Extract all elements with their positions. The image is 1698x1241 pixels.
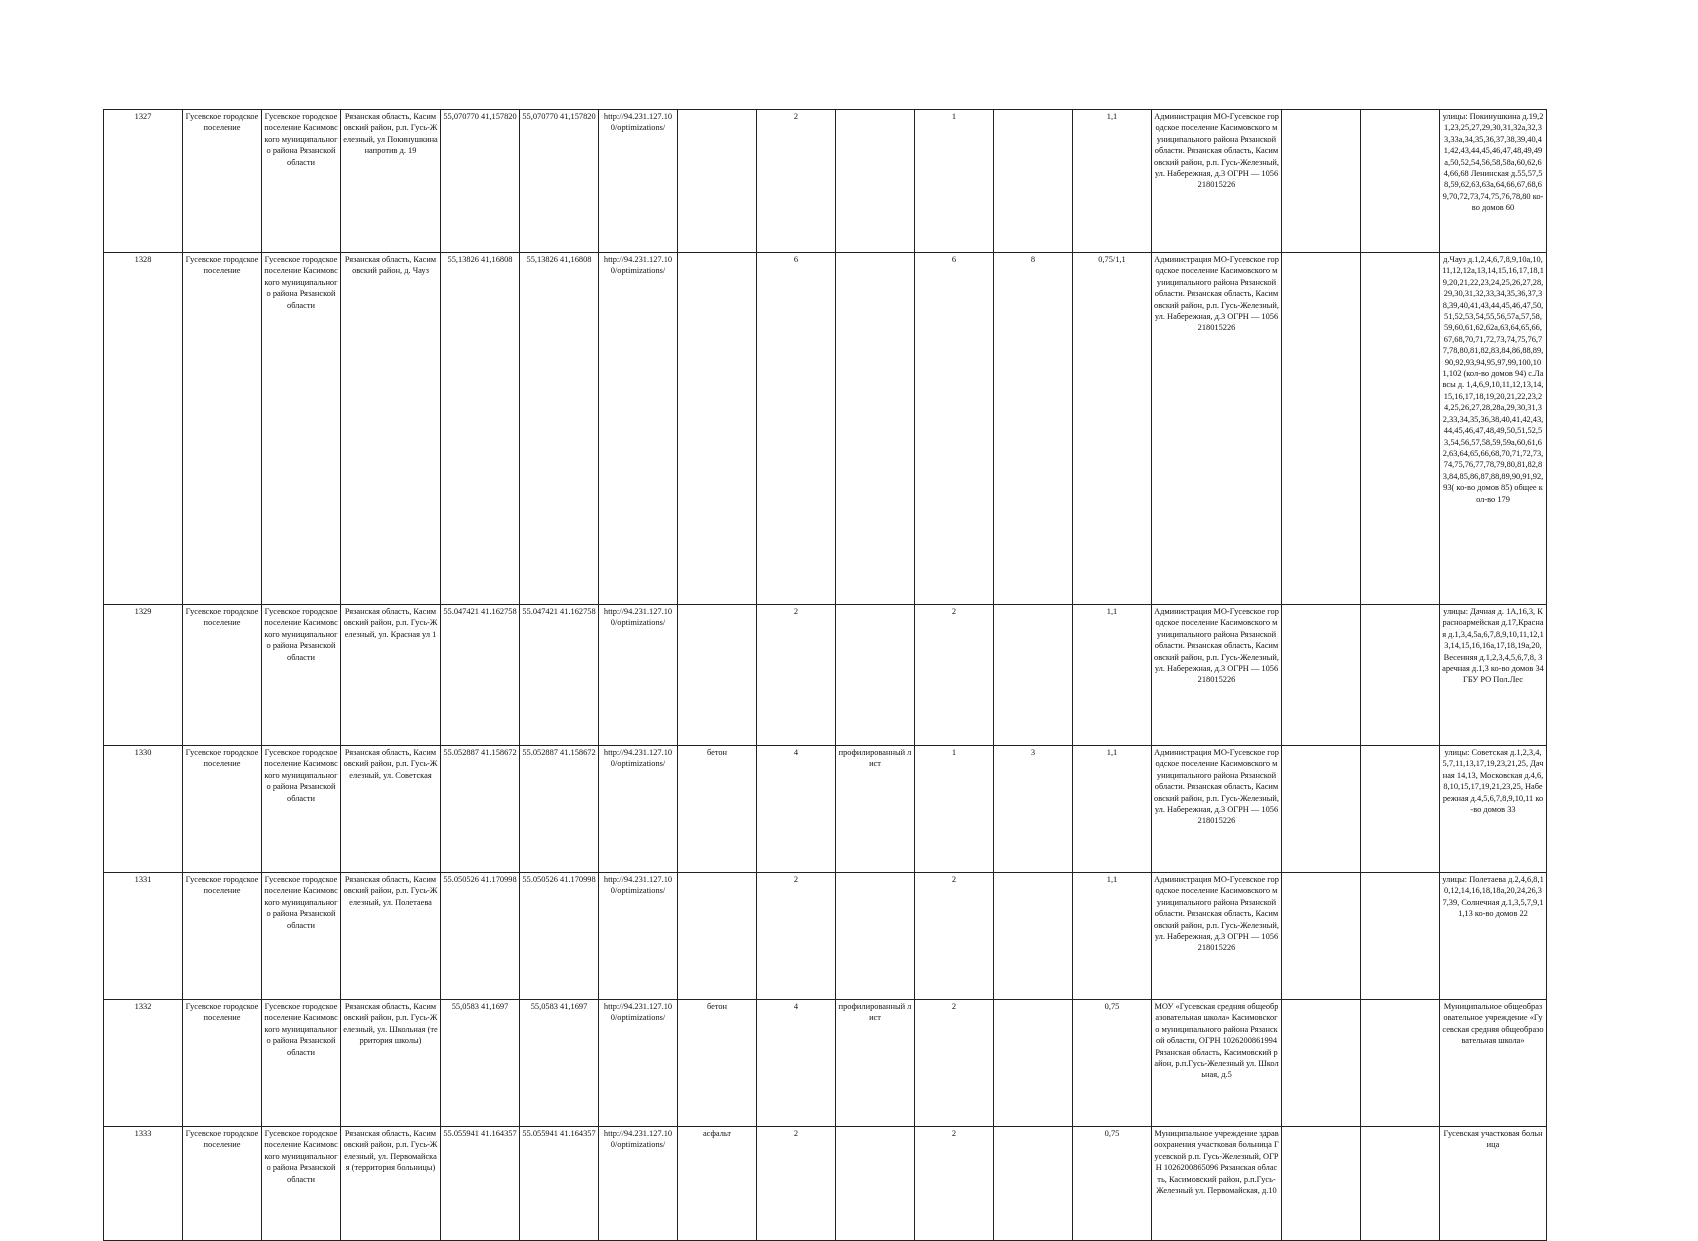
settlement-name: Гусевское городское поселение bbox=[183, 746, 262, 873]
surface-type: бетон bbox=[678, 746, 757, 873]
scheme-link[interactable]: http://94.231.127.100/optimizations/ bbox=[599, 873, 678, 1000]
coordinates-lat: 55.055941 41.164357 bbox=[441, 1127, 520, 1241]
settlement-name: Гусевское городское поселение bbox=[183, 1127, 262, 1241]
containers-planned bbox=[994, 605, 1073, 746]
site-number: 1329 bbox=[104, 605, 183, 746]
extra-info-2 bbox=[1361, 746, 1440, 873]
site-address: Рязанская область, Касимовский район, р.п. Гусь-Железный, ул Покинушкина напротив д. 19 bbox=[341, 110, 441, 253]
settlement-name: Гусевское городское поселение bbox=[183, 1000, 262, 1127]
owner-name: Гусевское городское поселение Касимовского муниципального района Рязанской области bbox=[262, 110, 341, 253]
site-area: 2 bbox=[757, 873, 836, 1000]
site-address: Рязанская область, Касимовский район, р.п. Гусь-Железный, ул. Первомайская (территория больницы) bbox=[341, 1127, 441, 1241]
container-volume: 1,1 bbox=[1073, 110, 1152, 253]
extra-info bbox=[1282, 605, 1361, 746]
waste-sources: улицы: Советская д.1,2,3,4,5,7,11,13,17,19,23,21,25, Дачная 14,13, Московская д.4,6,8,10,15,17,19,21,23,25, Набережная д.4,5,6,7,8,9,10,11 ко-во домов 33 bbox=[1440, 746, 1547, 873]
site-number: 1328 bbox=[104, 253, 183, 605]
containers-planned bbox=[994, 1000, 1073, 1127]
coordinates-lat: 55,070770 41,157820 bbox=[441, 110, 520, 253]
containers-planned bbox=[994, 1127, 1073, 1241]
coordinates-lon: 55.055941 41.164357 bbox=[520, 1127, 599, 1241]
containers-count: 1 bbox=[915, 746, 994, 873]
site-area: 4 bbox=[757, 746, 836, 873]
table-row bbox=[104, 1127, 1547, 1241]
scheme-link[interactable]: http://94.231.127.100/optimizations/ bbox=[599, 605, 678, 746]
waste-sources: улицы: Дачная д. 1А,16,3, Красноармейская д.17,Красная д.1,3,4,5а,6,7,8,9,10,11,12,13,14,15,16,16а,17,18,19а,20, Весенняя д.1,2,3,4,5,6,7,8, Заречная д.1,3 ко-во домов 34 ГБУ РО Пол.Лес bbox=[1440, 605, 1547, 746]
site-number: 1331 bbox=[104, 873, 183, 1000]
fence-material bbox=[836, 873, 915, 1000]
scheme-link[interactable]: http://94.231.127.100/optimizations/ bbox=[599, 253, 678, 605]
fence-material: профилированный лист bbox=[836, 1000, 915, 1127]
extra-info-2 bbox=[1361, 1127, 1440, 1241]
surface-type bbox=[678, 873, 757, 1000]
coordinates-lat: 55.050526 41.170998 bbox=[441, 873, 520, 1000]
site-number: 1330 bbox=[104, 746, 183, 873]
operator-info: Администрация МО-Гусевское городское поселение Касимовского муниципального района Рязанской области. Рязанская область, Касимовский район, р.п. Гусь-Железный, ул. Набережная, д.3 ОГРН — 1056218015226 bbox=[1152, 253, 1282, 605]
waste-sources: Муниципальное общеобразовательное учреждение «Гусевская средняя общеобразовательная школа» bbox=[1440, 1000, 1547, 1127]
coordinates-lat: 55,13826 41,16808 bbox=[441, 253, 520, 605]
extra-info bbox=[1282, 873, 1361, 1000]
coordinates-lat: 55.047421 41.162758 bbox=[441, 605, 520, 746]
extra-info bbox=[1282, 253, 1361, 605]
coordinates-lon: 55.050526 41.170998 bbox=[520, 873, 599, 1000]
operator-info: Муниципальное учреждение здравоохранения участковая больница Гусевской р.п. Гусь-Железный, ОГРН 1026200865096 Рязанская область, Касимовский район, р.п.Гусь-Железный ул. Первомайская, д.10 bbox=[1152, 1127, 1282, 1241]
operator-info: Администрация МО-Гусевское городское поселение Касимовского муниципального района Рязанской области. Рязанская область, Касимовский район, р.п. Гусь-Железный, ул. Набережная, д.3 ОГРН — 1056218015226 bbox=[1152, 110, 1282, 253]
table-row bbox=[104, 253, 1547, 605]
operator-info: МОУ «Гусевская средняя общеобразовательная школа» Касимовского муниципального района Рязанской области, ОГРН 1026200861994 Рязанская область, Касимовский район, р.п.Гусь-Железный ул. Школьная, д.5 bbox=[1152, 1000, 1282, 1127]
containers-count: 2 bbox=[915, 1000, 994, 1127]
owner-name: Гусевское городское поселение Касимовского муниципального района Рязанской области bbox=[262, 1127, 341, 1241]
owner-name: Гусевское городское поселение Касимовского муниципального района Рязанской области bbox=[262, 605, 341, 746]
fence-material: профилированный лист bbox=[836, 746, 915, 873]
scheme-link[interactable]: http://94.231.127.100/optimizations/ bbox=[599, 746, 678, 873]
containers-planned: 3 bbox=[994, 746, 1073, 873]
extra-info bbox=[1282, 1127, 1361, 1241]
site-number: 1327 bbox=[104, 110, 183, 253]
extra-info bbox=[1282, 110, 1361, 253]
table-row bbox=[104, 873, 1547, 1000]
coordinates-lon: 55.047421 41.162758 bbox=[520, 605, 599, 746]
settlement-name: Гусевское городское поселение bbox=[183, 110, 262, 253]
operator-info: Администрация МО-Гусевское городское поселение Касимовского муниципального района Рязанской области. Рязанская область, Касимовский район, р.п. Гусь-Железный, ул. Набережная, д.3 ОГРН — 1056218015226 bbox=[1152, 605, 1282, 746]
site-address: Рязанская область, Касимовский район, р.п. Гусь-Железный, ул. Советская bbox=[341, 746, 441, 873]
site-address: Рязанская область, Касимовский район, р.п. Гусь-Железный, ул. Полетаева bbox=[341, 873, 441, 1000]
site-address: Рязанская область, Касимовский район, р.п. Гусь-Железный, ул. Школьная (территория школы) bbox=[341, 1000, 441, 1127]
scheme-link[interactable]: http://94.231.127.100/optimizations/ bbox=[599, 1127, 678, 1241]
settlement-name: Гусевское городское поселение bbox=[183, 253, 262, 605]
containers-planned: 8 bbox=[994, 253, 1073, 605]
fence-material bbox=[836, 110, 915, 253]
containers-planned bbox=[994, 110, 1073, 253]
site-number: 1332 bbox=[104, 1000, 183, 1127]
table-row bbox=[104, 110, 1547, 253]
scheme-link[interactable]: http://94.231.127.100/optimizations/ bbox=[599, 110, 678, 253]
table-row bbox=[104, 605, 1547, 746]
owner-name: Гусевское городское поселение Касимовского муниципального района Рязанской области bbox=[262, 746, 341, 873]
extra-info-2 bbox=[1361, 605, 1440, 746]
table-row bbox=[104, 1000, 1547, 1127]
coordinates-lon: 55.052887 41.158672 bbox=[520, 746, 599, 873]
container-volume: 0,75 bbox=[1073, 1127, 1152, 1241]
surface-type bbox=[678, 605, 757, 746]
site-area: 2 bbox=[757, 605, 836, 746]
scheme-link[interactable]: http://94.231.127.100/optimizations/ bbox=[599, 1000, 678, 1127]
containers-count: 2 bbox=[915, 605, 994, 746]
extra-info bbox=[1282, 1000, 1361, 1127]
waste-sources: д.Чауз д.1,2,4,6,7,8,9,10а,10,11,12,12а,13,14,15,16,17,18,19,20,21,22,23,24,25,26,27,28,29,30,31,32,33,34,35,36,37,38,39,40,41,43,44,45,46,47,50,51,52,53,54,55,56,57а,57,58,59,60,61,62,62а,63,64,65,66,67,68,70,71,72,73,74,75,76,77,78,80,81,82,83,84,86,88,89,90,92,93,94,95,97,99,100,101,102 (кол-во домов 94) с.Лавсы д. 1,4,6,9,10,11,12,13,14,15,16,17,18,19,20,21,22,23,24,25,26,27,28,28а,29,30,31,32,33,34,35,36,38,40,41,42,43,44,45,46,47,48,49,50,51,52,53,54,56,57,58,59,59а,60,61,62,63,64,65,66,68,70,71,72,73,74,75,76,77,78,79,80,81,82,83,84,85,86,87,88,89,90,91,92,93( ко-во домов 85) общее кол-во 179 bbox=[1440, 253, 1547, 605]
coordinates-lat: 55,0583 41,1697 bbox=[441, 1000, 520, 1127]
site-area: 4 bbox=[757, 1000, 836, 1127]
container-volume: 1,1 bbox=[1073, 605, 1152, 746]
surface-type bbox=[678, 110, 757, 253]
containers-count: 2 bbox=[915, 1127, 994, 1241]
container-volume: 0,75 bbox=[1073, 1000, 1152, 1127]
containers-count: 1 bbox=[915, 110, 994, 253]
coordinates-lat: 55.052887 41.158672 bbox=[441, 746, 520, 873]
coordinates-lon: 55,070770 41,157820 bbox=[520, 110, 599, 253]
settlement-name: Гусевское городское поселение bbox=[183, 605, 262, 746]
owner-name: Гусевское городское поселение Касимовского муниципального района Рязанской области bbox=[262, 1000, 341, 1127]
containers-planned bbox=[994, 873, 1073, 1000]
waste-sites-table bbox=[103, 109, 1547, 1241]
site-area: 2 bbox=[757, 110, 836, 253]
table-row bbox=[104, 746, 1547, 873]
surface-type: асфальт bbox=[678, 1127, 757, 1241]
owner-name: Гусевское городское поселение Касимовского муниципального района Рязанской области bbox=[262, 253, 341, 605]
coordinates-lon: 55,13826 41,16808 bbox=[520, 253, 599, 605]
waste-sources: Гусевская участковая больница bbox=[1440, 1127, 1547, 1241]
containers-count: 6 bbox=[915, 253, 994, 605]
extra-info-2 bbox=[1361, 1000, 1440, 1127]
extra-info-2 bbox=[1361, 873, 1440, 1000]
coordinates-lon: 55,0583 41,1697 bbox=[520, 1000, 599, 1127]
container-volume: 0,75/1,1 bbox=[1073, 253, 1152, 605]
site-number: 1333 bbox=[104, 1127, 183, 1241]
site-address: Рязанская область, Касимовский район, р.п. Гусь-Железный, ул. Красная ул 1 bbox=[341, 605, 441, 746]
owner-name: Гусевское городское поселение Касимовского муниципального района Рязанской области bbox=[262, 873, 341, 1000]
containers-count: 2 bbox=[915, 873, 994, 1000]
settlement-name: Гусевское городское поселение bbox=[183, 873, 262, 1000]
extra-info-2 bbox=[1361, 253, 1440, 605]
operator-info: Администрация МО-Гусевское городское поселение Касимовского муниципального района Рязанской области. Рязанская область, Касимовский район, р.п. Гусь-Железный, ул. Набережная, д.3 ОГРН — 1056218015226 bbox=[1152, 746, 1282, 873]
container-volume: 1,1 bbox=[1073, 873, 1152, 1000]
site-area: 6 bbox=[757, 253, 836, 605]
surface-type: бетон bbox=[678, 1000, 757, 1127]
waste-sources: улицы: Покинушкина д.19,21,23,25,27,29,30,31,32а,32,33,33а,34,35,36,37,38,39,40,41,42,43,44,45,46,47,48,49,49а,50,52,54,56,58,58а,60,62,64,66,68 Ленинская д.55,57,58,59,62,63,63а,64,66,67,68,69,70,72,73,74,75,76,78,80 ко-во домов 60 bbox=[1440, 110, 1547, 253]
surface-type bbox=[678, 253, 757, 605]
site-address: Рязанская область, Касимовский район, д. Чауз bbox=[341, 253, 441, 605]
operator-info: Администрация МО-Гусевское городское поселение Касимовского муниципального района Рязанской области. Рязанская область, Касимовский район, р.п. Гусь-Железный, ул. Набережная, д.3 ОГРН — 1056218015226 bbox=[1152, 873, 1282, 1000]
fence-material bbox=[836, 1127, 915, 1241]
extra-info-2 bbox=[1361, 110, 1440, 253]
fence-material bbox=[836, 605, 915, 746]
container-volume: 1,1 bbox=[1073, 746, 1152, 873]
fence-material bbox=[836, 253, 915, 605]
waste-sources: улицы: Полетаева д.2,4,6,8,10,12,14,16,18,18а,20,24,26,37,39, Солнечная д.1,3,5,7,9,11,13 ко-во домов 22 bbox=[1440, 873, 1547, 1000]
extra-info bbox=[1282, 746, 1361, 873]
site-area: 2 bbox=[757, 1127, 836, 1241]
